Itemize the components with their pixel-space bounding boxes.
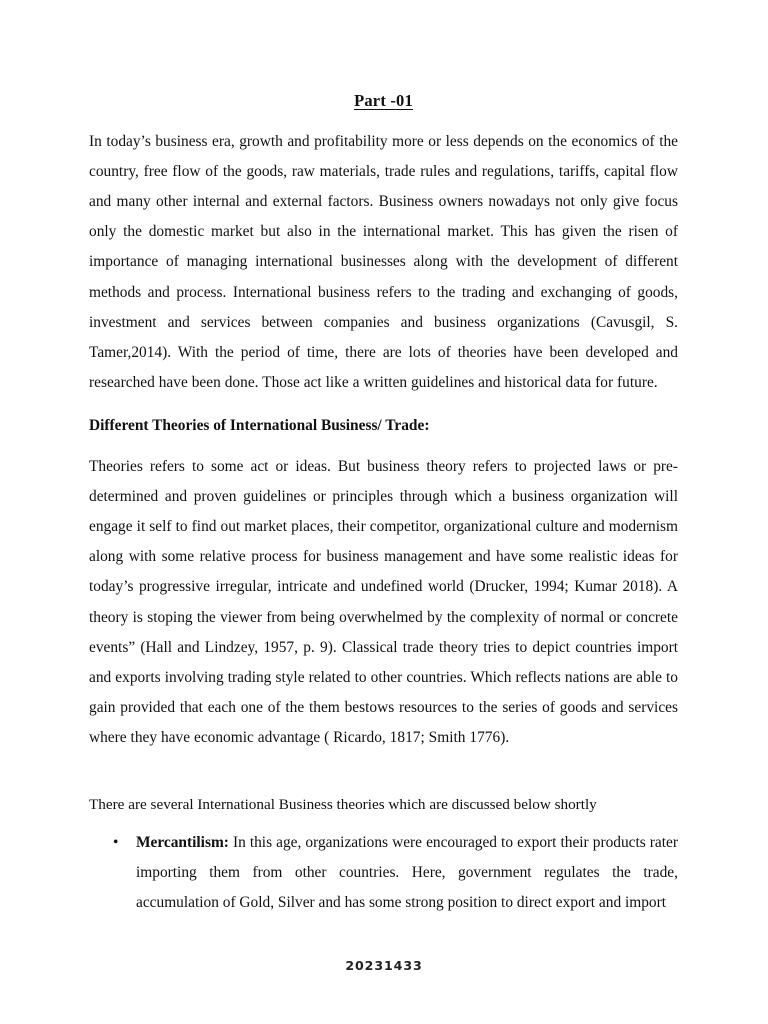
list-intro-line: There are several International Business theories which are discussed below shortly [89, 795, 597, 813]
list-item-term: Mercantilism: [136, 833, 229, 851]
page-footer: 20231433 [345, 958, 423, 973]
list-item [89, 828, 678, 919]
document-body [89, 88, 678, 918]
page-title-text: Part -01 [354, 91, 413, 110]
theories-list [89, 828, 678, 919]
section-heading: Different Theories of International Business/ Trade: [89, 417, 430, 435]
bullet-icon: • [113, 833, 119, 851]
list-item-text: In this age, organizations were encouraged to export their products rater importing them from other countries. Here, government regulates the trade, accumulation of Gold, Silver and has some strong position to direct export and import [136, 833, 678, 912]
theories-paragraph: Theories refers to some act or ideas. But business theory refers to projected laws or pre-determined and proven guidelines or principles through which a business organization will engage it self to find out market places, their competitor, organizational culture and modernism along with some relative process for business management and have some realistic ideas for today’s progressive irregular, intricate and undefined world (Drucker, 1994; Kumar 2018). A theory is stoping the viewer from being overwhelmed by the complexity of normal or concrete events” (Hall and Lindzey, 1957, p. 9). Classical trade theory tries to depict countries import and exports involving trading style related to other countries. Which reflects nations are able to gain provided that each one of the them bestows resources to the series of goods and services where they have economic advantage ( Ricardo, 1817; Smith 1776). [89, 457, 678, 747]
intro-paragraph: In today’s business era, growth and profitability more or less depends on the economics of the country, free flow of the goods, raw materials, trade rules and regulations, tariffs, capital flow and many other internal and external factors. Business owners nowadays not only give focus only the domestic market but also in the international market. This has given the risen of importance of managing international businesses along with the development of different methods and process. International business refers to the trading and exchanging of goods, investment and services between companies and business organizations (Cavusgil, S. Tamer,2014). With the period of time, there are lots of theories have been developed and researched have been done. Those act like a written guidelines and historical data for future. [89, 132, 678, 392]
page-title [89, 88, 678, 114]
